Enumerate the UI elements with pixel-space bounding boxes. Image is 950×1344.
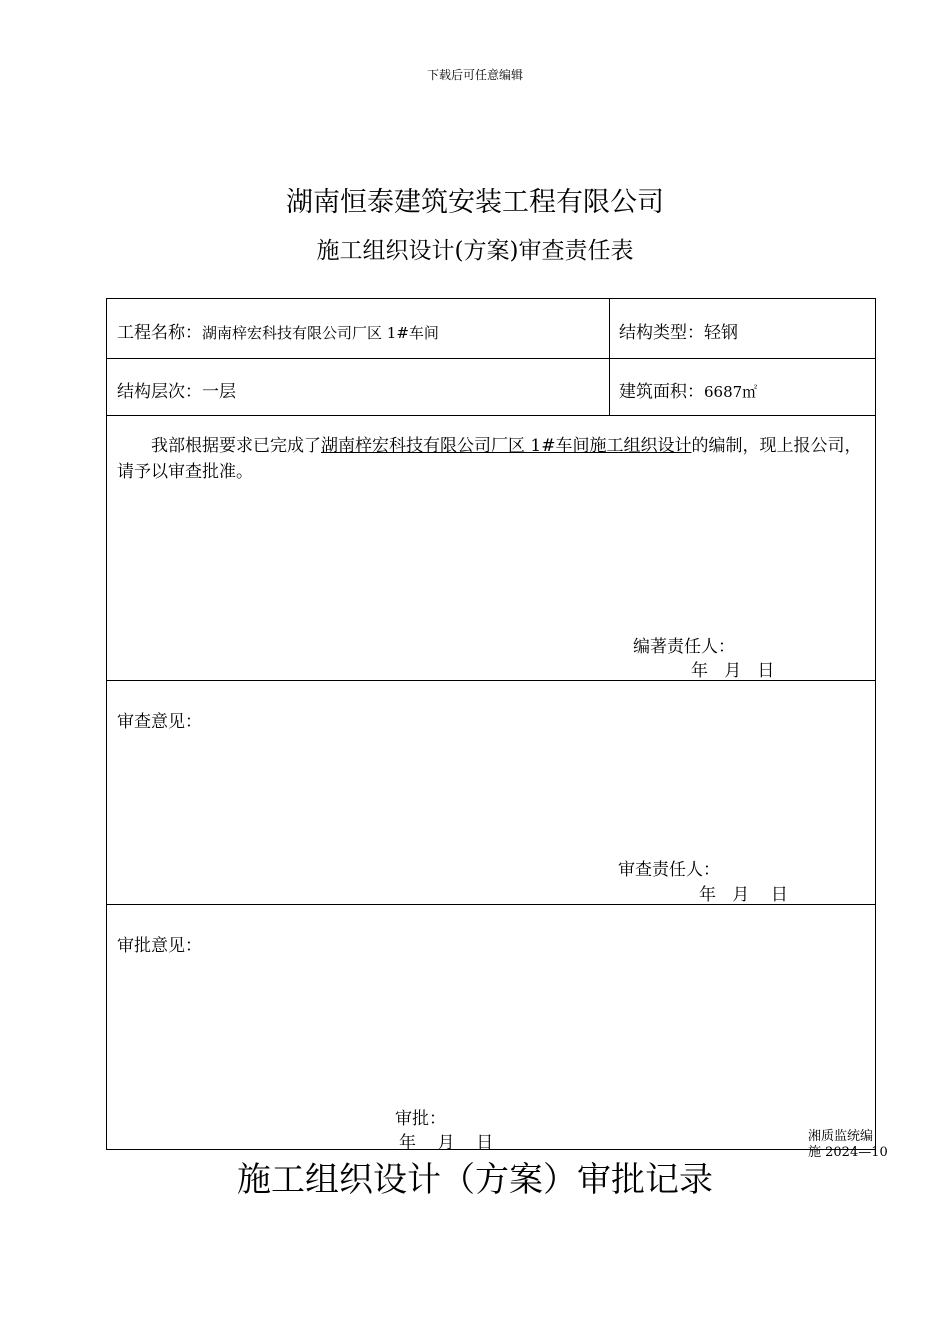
review-table: [106, 298, 876, 1153]
form-title: 施工组织设计(方案)审查责任表: [316, 238, 634, 264]
area-label: 建筑面积：: [619, 382, 704, 402]
report-prefix: 我部根据要求已完成了: [151, 436, 321, 456]
bottom-title: 施工组织设计（方案）审批记录: [237, 1160, 713, 1200]
approval-date: 年 月 日: [399, 1133, 494, 1153]
form-code-line2: 施 2024—10: [808, 1145, 888, 1160]
project-name-label: 工程名称：: [117, 323, 202, 343]
form-code-line1: 湘质监统编: [808, 1129, 874, 1144]
author-signer-label: 编著责任人：: [633, 637, 735, 657]
review-date: 年 月 日: [699, 885, 788, 905]
project-name-value: 湖南梓宏科技有限公司厂区 1#车间: [202, 324, 439, 342]
row-divider: [107, 415, 875, 416]
approver-signer-label: 审批：: [395, 1109, 446, 1129]
approval-opinion-label: 审批意见：: [117, 936, 202, 956]
author-date: 年 月 日: [691, 661, 775, 681]
row-divider: [107, 358, 875, 359]
floors-value: 一层: [202, 382, 236, 402]
structure-type-cell: [619, 318, 738, 343]
floors-cell: [117, 377, 236, 402]
reviewer-signer-label: 审查责任人：: [618, 860, 720, 880]
floors-label: 结构层次：: [117, 382, 202, 402]
company-name: 湖南恒泰建筑安装工程有限公司: [286, 187, 664, 218]
structure-type-value: 轻钢: [704, 323, 738, 343]
report-paragraph: [117, 433, 867, 485]
report-suffix: 的编制，现上报公司，请予以审查批准。: [117, 436, 862, 482]
review-opinion-label: 审查意见：: [117, 712, 202, 732]
structure-type-label: 结构类型：: [619, 323, 704, 343]
header-note: 下载后可任意编辑: [426, 68, 523, 82]
project-name-cell: [117, 318, 439, 343]
area-value: 6687㎡: [704, 383, 758, 401]
column-divider: [609, 299, 610, 415]
report-project-name: 湖南梓宏科技有限公司厂区 1#车间施工组织设计: [321, 436, 692, 456]
area-cell: [619, 377, 757, 402]
